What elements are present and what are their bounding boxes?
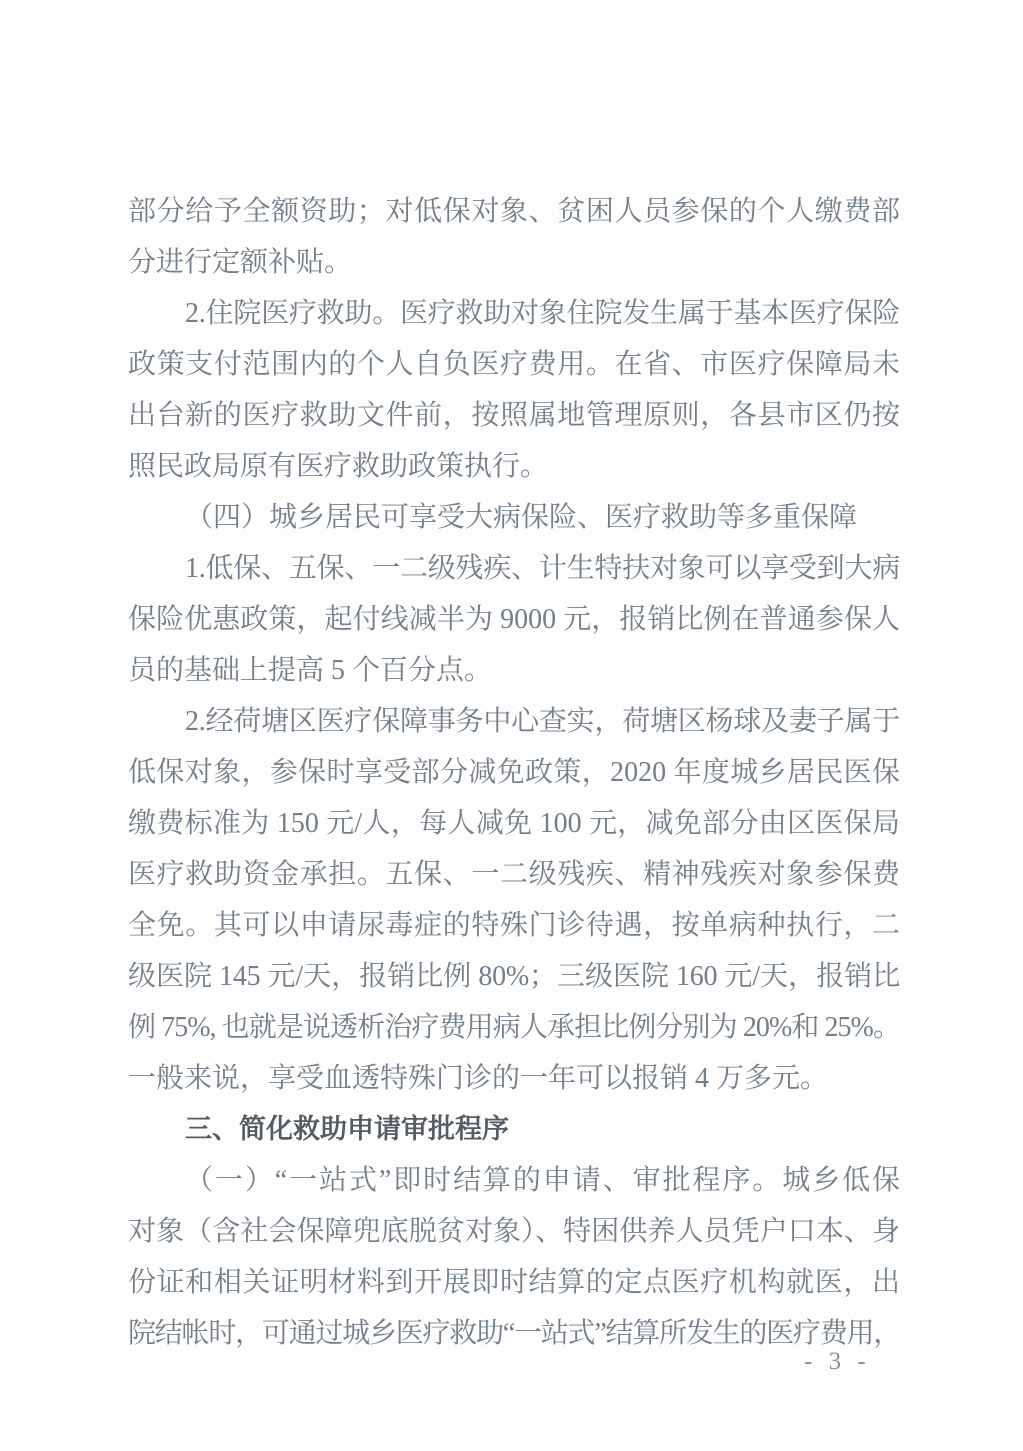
text-line: （四）城乡居民可享受大病保险、医疗救助等多重保障 xyxy=(185,502,858,533)
text-line: 全免。其可以申请尿毒症的特殊门诊待遇，按单病种执行，二 xyxy=(128,910,900,941)
text-line: 例 75%, 也就是说透析治疗费用病人承担比例分别为 20%和 25%。 xyxy=(128,1012,900,1043)
text-line: 2.住院医疗救助。医疗救助对象住院发生属于基本医疗保险 xyxy=(185,298,900,329)
page-number: - 3 - xyxy=(804,1348,871,1375)
document-body xyxy=(128,186,900,1359)
text-line: 1.低保、五保、一二级残疾、计生特扶对象可以享受到大病 xyxy=(185,553,900,584)
text-line: 级医院 145 元/天，报销比例 80%；三级医院 160 元/天，报销比 xyxy=(128,961,900,992)
text-line: 缴费标准为 150 元/人，每人减免 100 元，减免部分由区医保局 xyxy=(128,808,900,839)
text-line: 份证和相关证明材料到开展即时结算的定点医疗机构就医，出 xyxy=(128,1267,900,1298)
text-line: 出台新的医疗救助文件前，按照属地管理原则，各县市区仍按 xyxy=(128,400,900,431)
text-line: 分进行定额补贴。 xyxy=(128,247,353,278)
text-line: 院结帐时，可通过城乡医疗救助“一站式”结算所发生的医疗费用， xyxy=(128,1318,900,1349)
text-line: 照民政局原有医疗救助政策执行。 xyxy=(128,451,549,482)
text-line: 政策支付范围内的个人自负医疗费用。在省、市医疗保障局未 xyxy=(128,349,900,380)
text-line: 2.经荷塘区医疗保障事务中心查实，荷塘区杨球及妻子属于 xyxy=(185,706,900,737)
text-line: 员的基础上提高 5 个百分点。 xyxy=(128,655,493,686)
text-line: 部分给予全额资助；对低保对象、贫困人员参保的个人缴费部 xyxy=(128,196,900,227)
text-line: （一）“一站式”即时结算的申请、审批程序。城乡低保 xyxy=(185,1165,900,1196)
text-line: 保险优惠政策，起付线减半为 9000 元，报销比例在普通参保人 xyxy=(128,604,900,635)
text-line: 医疗救助资金承担。五保、一二级残疾、精神残疾对象参保费 xyxy=(128,859,900,890)
section-heading: 三、简化救助申请审批程序 xyxy=(185,1114,509,1144)
text-line: 对象（含社会保障兜底脱贫对象）、特困供养人员凭户口本、身 xyxy=(128,1216,900,1247)
text-line: 低保对象，参保时享受部分减免政策，2020 年度城乡居民医保 xyxy=(128,757,900,788)
text-line: 一般来说，享受血透特殊门诊的一年可以报销 4 万多元。 xyxy=(128,1063,829,1094)
